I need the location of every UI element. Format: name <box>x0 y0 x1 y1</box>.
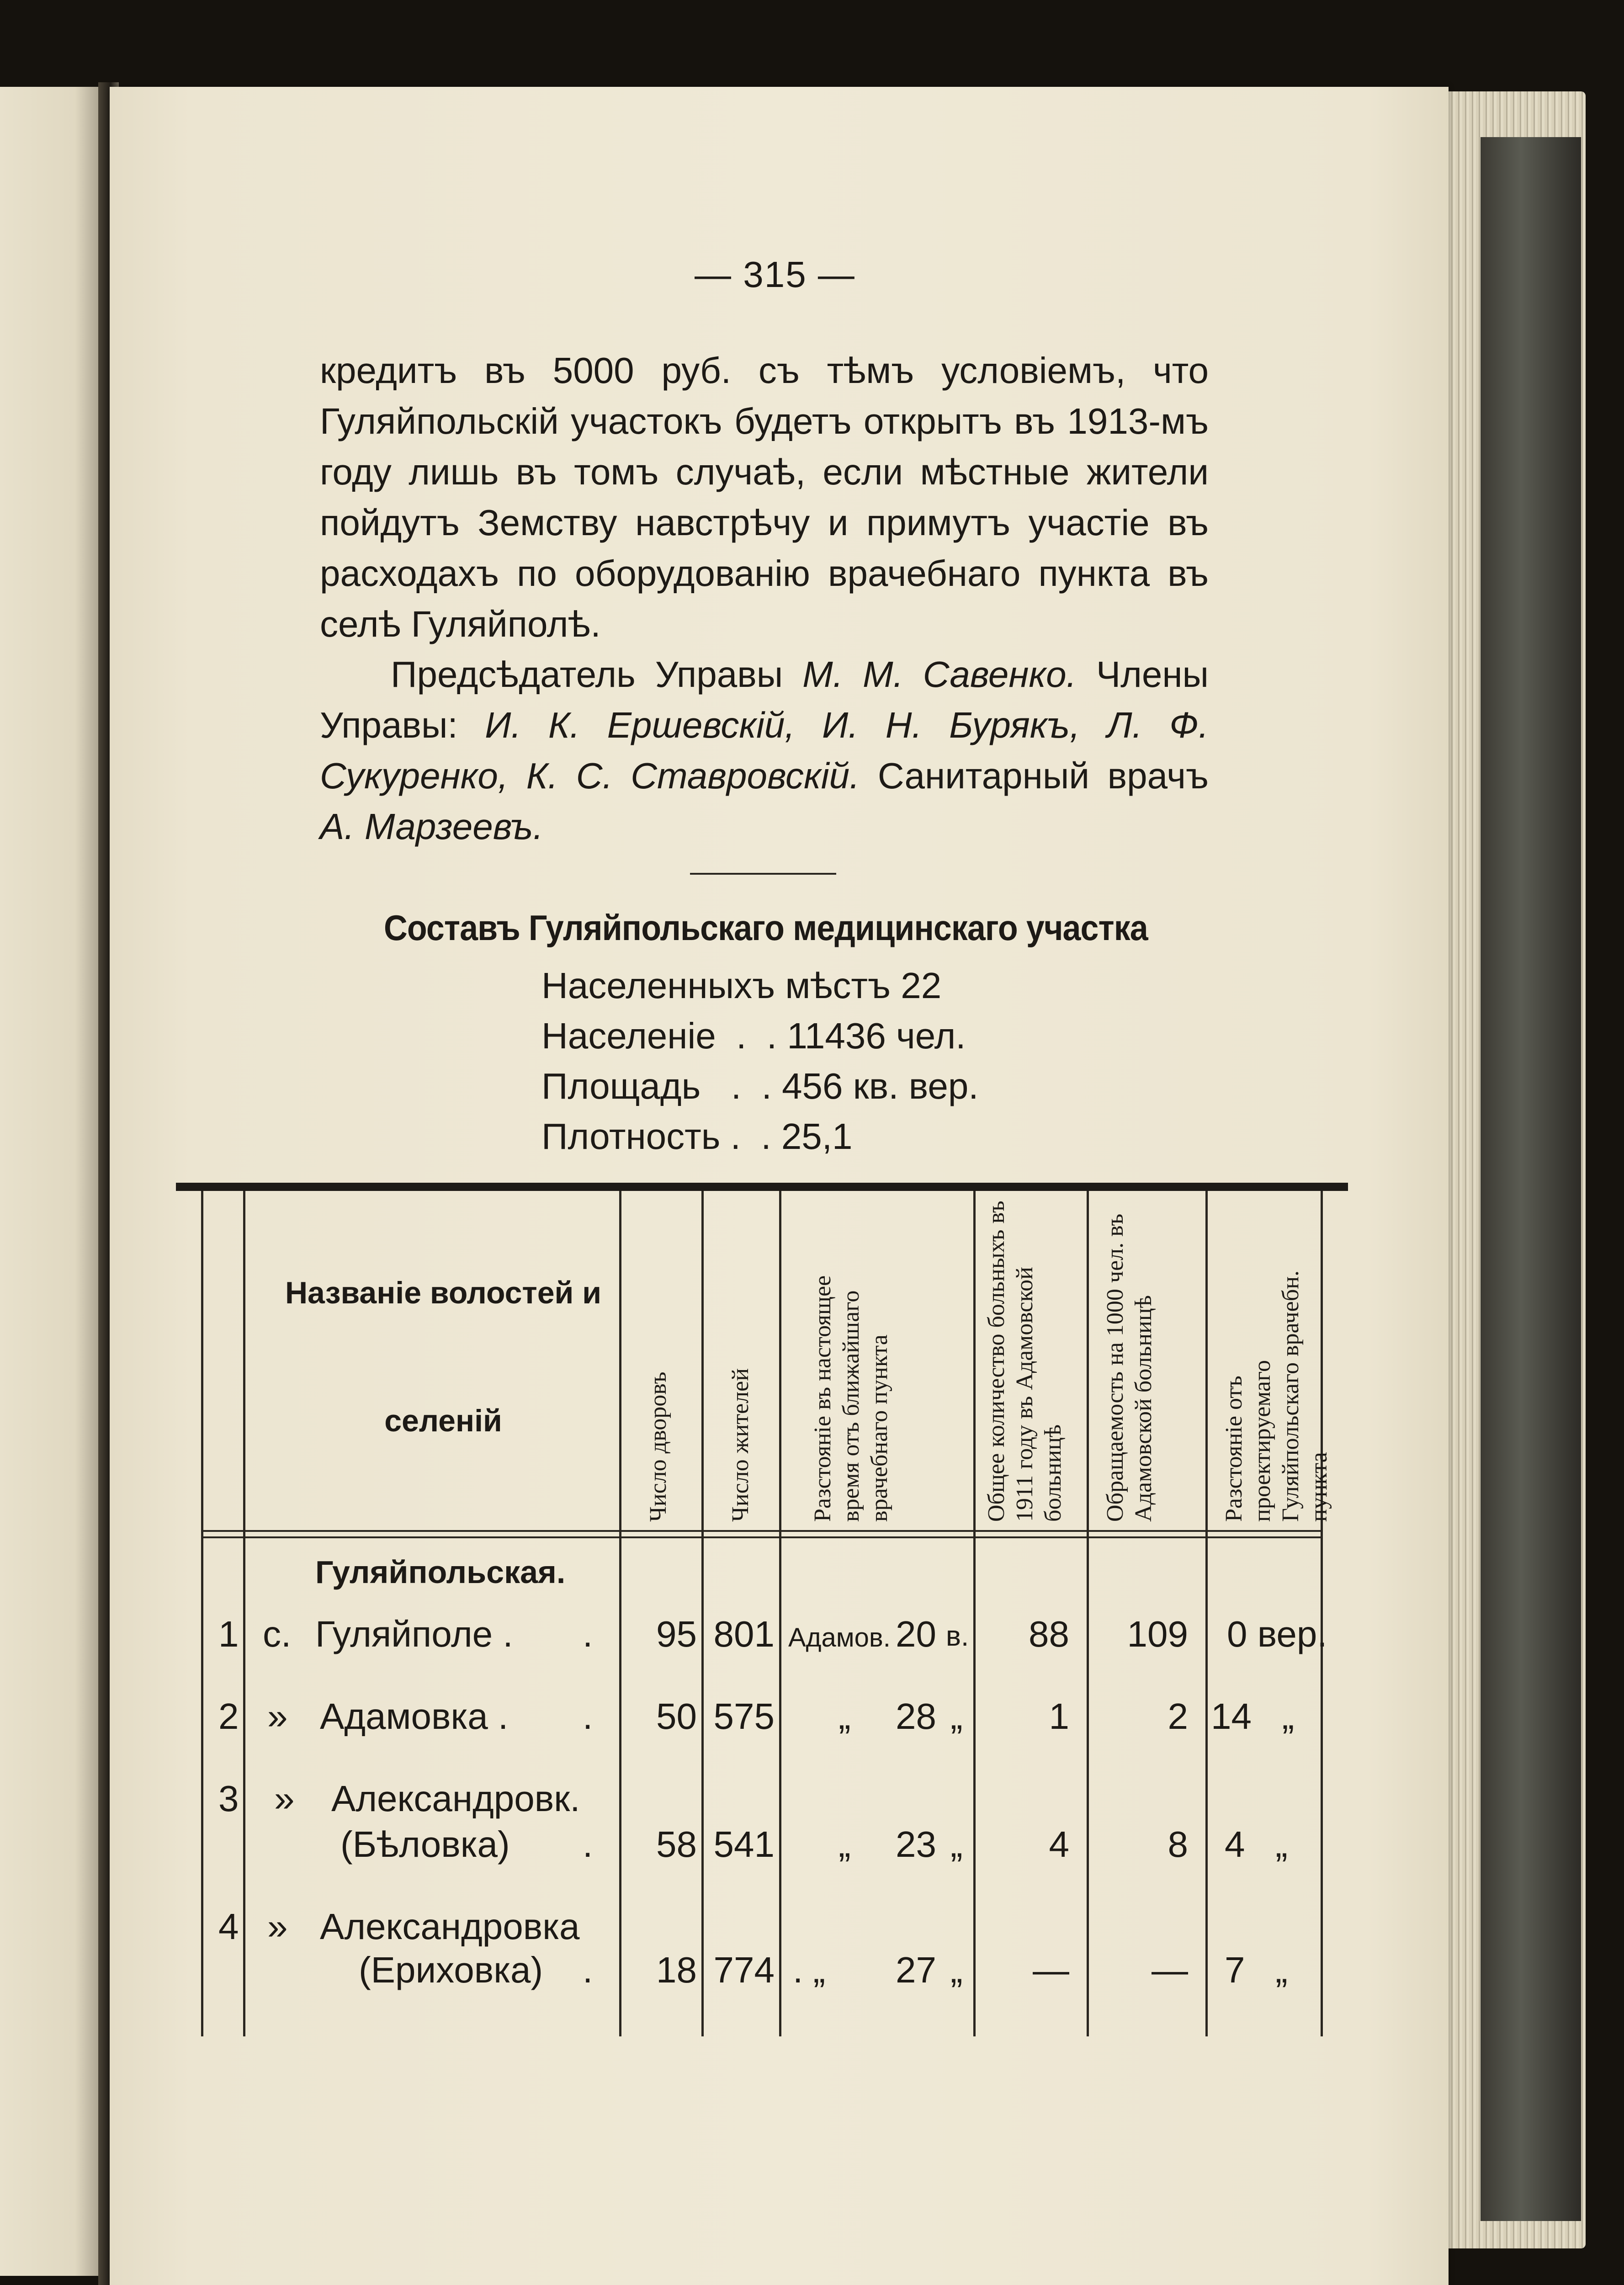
table-row-4-dist-place: . „ <box>793 1950 826 1990</box>
doctor-name: А. Марзеевъ. <box>320 806 543 847</box>
table-row-1-patients: 88 <box>1029 1614 1069 1654</box>
stat-population: Населеніе . . 11436 чел. <box>541 1015 966 1056</box>
table-row-4-prefix: » <box>267 1906 288 1947</box>
table-row-3-households: 58 <box>656 1824 697 1865</box>
table-row-2-dist-unit: „ <box>950 1696 963 1737</box>
table-row-1-number: 1 <box>218 1614 239 1654</box>
table-row-3-dist-place: „ <box>839 1824 851 1865</box>
header-distance-current: Разстояніе въ настоящее время отъ ближайшаго врачебнаго пункта <box>810 1275 892 1522</box>
table-row-4-dist: 27 <box>896 1950 936 1990</box>
col-sep-name <box>619 1191 621 2036</box>
table-row-3-dot: . <box>583 1824 593 1865</box>
table-row-3-name-2: (Бѣловка) <box>340 1824 510 1865</box>
table-row-4-visits: — <box>1152 1950 1188 1990</box>
chair-name: М. М. Савенко. <box>802 654 1077 695</box>
table-row-3-patients: 4 <box>1049 1824 1069 1865</box>
table-row-2-dist-place: „ <box>839 1696 851 1737</box>
table-row-1-prefix: с. <box>263 1614 292 1654</box>
table-top-rule <box>176 1183 1348 1191</box>
header-bottom-rule-2 <box>201 1536 1323 1538</box>
col-sep-visits <box>1205 1191 1208 2036</box>
table-row-3-name: Александровк. <box>331 1778 580 1819</box>
paragraph-administration <box>320 649 1209 852</box>
district-stats <box>541 961 979 1162</box>
table-row-2-name: Адамовка . <box>320 1696 509 1737</box>
paragraph-1-text: кредитъ въ 5000 руб. съ тѣмъ условіемъ, что Гуляйпольскій участокъ будетъ открытъ въ 1913-мъ году лишь въ томъ случаѣ, если мѣстные жители пойдутъ Земству навстрѣчу и примутъ участіе въ расходахъ по оборудованію врачебнаго пункта въ селѣ Гуляйполѣ. <box>320 350 1209 644</box>
table-row-2-dist: 28 <box>896 1696 936 1737</box>
table-row-2-number: 2 <box>218 1696 239 1737</box>
stat-area: Площадь . . 456 кв. вер. <box>541 1066 979 1106</box>
col-sep-households <box>701 1191 704 2036</box>
section-separator <box>690 873 836 875</box>
table-row-2-patients: 1 <box>1049 1696 1069 1737</box>
table-row-4-dot: . <box>583 1950 593 1990</box>
left-page <box>0 87 107 2276</box>
table-row-1-dot: . <box>583 1614 593 1654</box>
table-border-left <box>201 1191 203 2036</box>
table-row-1-name: Гуляйполе . <box>315 1614 513 1654</box>
members-names: И. К. Ершевскій, И. Н. Бурякъ, Л. Ф. Сукуренко, К. С. Ставровскій. <box>320 705 1209 796</box>
header-inhabitants: Число жителей <box>727 1368 754 1522</box>
table-row-3-prefix: » <box>274 1778 295 1819</box>
table-row-1-dist-place: Адамов. <box>788 1623 891 1653</box>
table-row-4-inhabitants: 774 <box>713 1950 775 1990</box>
table-row-3-proj: 4 „ <box>1225 1824 1288 1865</box>
table-row-4-name: Александровка <box>320 1906 580 1947</box>
table-row-4-households: 18 <box>656 1950 697 1990</box>
table-row-2-households: 50 <box>656 1696 697 1737</box>
header-households: Число дворовъ <box>645 1371 671 1522</box>
col-sep-distance <box>973 1191 976 2036</box>
table-row-2-visits: 2 <box>1168 1696 1188 1737</box>
volost-group-title: Гуляйпольская. <box>315 1554 566 1590</box>
header-visits-per-1000: Обращаемость на 1000 чел. въ Адамовской больницѣ <box>1102 1213 1157 1522</box>
col-sep-inhabitants <box>779 1191 781 2036</box>
table-row-3-number: 3 <box>218 1778 239 1819</box>
table-row-4-dist-unit: „ <box>950 1950 963 1990</box>
table-row-1-inhabitants: 801 <box>713 1614 775 1654</box>
header-bottom-rule <box>201 1530 1323 1532</box>
table-row-4-number: 4 <box>218 1906 239 1947</box>
table-row-2-prefix: » <box>267 1696 288 1737</box>
col-sep-patients <box>1087 1191 1089 2036</box>
table-row-3-dist-unit: „ <box>950 1824 963 1865</box>
table-row-3-inhabitants: 541 <box>713 1824 775 1865</box>
header-patients-total: Общее количество больныхъ въ 1911 году въ Адамовской больницѣ <box>983 1201 1066 1522</box>
table-row-1-dist: 20 <box>896 1614 936 1654</box>
chair-label: Предсѣдатель Управы <box>391 654 803 695</box>
table-row-3-dist: 23 <box>896 1824 936 1865</box>
table-row-3-visits: 8 <box>1168 1824 1188 1865</box>
table-row-1-visits: 109 <box>1127 1614 1188 1654</box>
table-row-2-proj: 14 „ <box>1211 1696 1295 1737</box>
table-row-1-proj: 0 вер. <box>1227 1614 1327 1654</box>
members-label: Члены Управы: <box>320 654 1209 745</box>
doctor-label: Санитарный врачъ <box>860 755 1209 796</box>
table-row-4-name-2: (Ериховка) <box>359 1950 543 1990</box>
stat-places: Населенныхъ мѣстъ 22 <box>541 965 942 1006</box>
table-row-1-households: 95 <box>656 1614 697 1654</box>
stat-density: Плотность . . 25,1 <box>541 1116 853 1157</box>
table-row-2-dot: . <box>583 1696 593 1737</box>
paragraph-credit <box>320 345 1209 649</box>
header-name-line2: селеній <box>384 1403 502 1438</box>
table-row-1-dist-unit: в. <box>946 1621 969 1652</box>
header-name-line1: Названіе волостей и <box>285 1275 602 1310</box>
table-row-4-proj: 7 „ <box>1225 1950 1288 1990</box>
col-sep-number <box>243 1191 245 2036</box>
page-number: — 315 — <box>695 254 855 295</box>
paragraph-2-text <box>320 649 1209 852</box>
header-distance-projected: Разстояніе отъ проектируемаго Гуляйпольскаго врачебн. пункта <box>1221 1270 1332 1522</box>
table-row-4-patients: — <box>1033 1950 1069 1990</box>
section-title: Составъ Гуляйпольскаго медицинскаго участка <box>384 908 1148 948</box>
book-cover-edge <box>1481 137 1581 2221</box>
table-row-2-inhabitants: 575 <box>713 1696 775 1737</box>
